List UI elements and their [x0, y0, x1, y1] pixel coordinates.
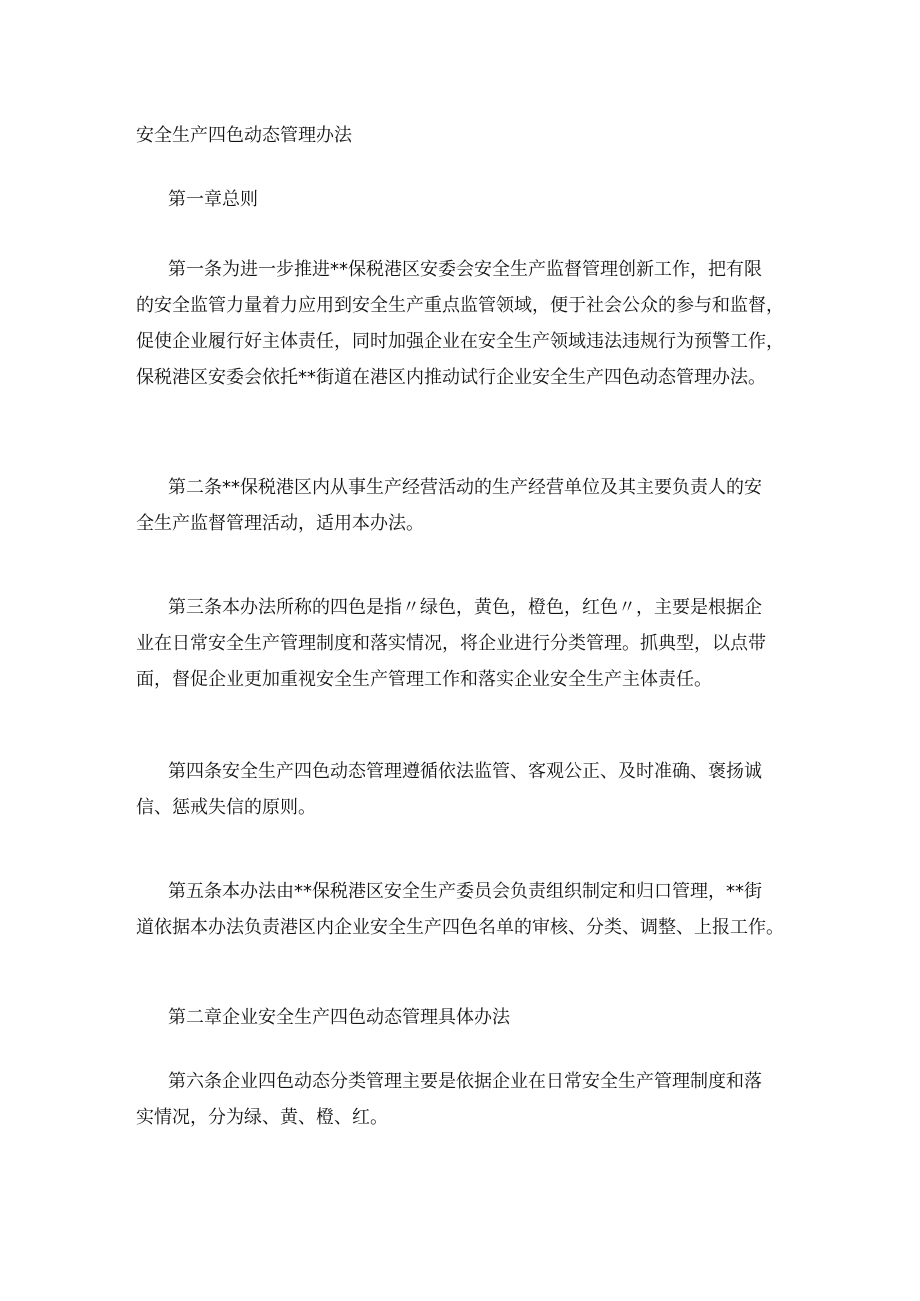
article-4-line: 信、惩戒失信的原则。	[136, 797, 316, 818]
article-5-line: 第五条本办法由**保税港区安全生产委员会负责组织制定和归口管理，**街	[168, 881, 762, 902]
article-1-line: 第一条为进一步推进**保税港区安委会安全生产监督管理创新工作，把有限	[168, 259, 762, 280]
article-3-line: 业在日常安全生产管理制度和落实情况，将企业进行分类管理。抓典型，以点带	[136, 633, 766, 654]
article-5	[136, 874, 796, 946]
article-2-line: 全生产监督管理活动，适用本办法。	[136, 513, 424, 534]
article-1-line: 的安全监管力量着力应用到安全生产重点监管领域，便于社会公众的参与和监督，	[136, 295, 784, 316]
article-3-line: 面，督促企业更加重视安全生产管理工作和落实企业安全生产主体责任。	[136, 669, 712, 690]
chapter-1-heading: 第一章总则	[168, 189, 258, 210]
article-5-line: 道依据本办法负责港区内企业安全生产四色名单的审核、分类、调整、上报工作。	[136, 917, 784, 938]
chapter-2-heading: 第二章企业安全生产四色动态管理具体办法	[168, 1007, 510, 1028]
article-1-line: 保税港区安委会依托**街道在港区内推动试行企业安全生产四色动态管理办法。	[136, 367, 766, 388]
article-4	[136, 754, 796, 826]
article-2-line: 第二条**保税港区内从事生产经营活动的生产经营单位及其主要负责人的安	[168, 477, 762, 498]
article-3	[136, 590, 796, 698]
article-1-line: 促使企业履行好主体责任，同时加强企业在安全生产领域违法违规行为预警工作，	[136, 331, 784, 352]
article-4-line: 第四条安全生产四色动态管理遵循依法监管、客观公正、及时准确、褒扬诚	[168, 761, 762, 782]
article-6-line: 第六条企业四色动态分类管理主要是依据企业在日常安全生产管理制度和落	[168, 1071, 762, 1092]
article-3-line: 第三条本办法所称的四色是指〃绿色，黄色，橙色，红色〃，主要是根据企	[168, 597, 762, 618]
article-6	[136, 1064, 796, 1136]
document-title: 安全生产四色动态管理办法	[136, 125, 352, 146]
article-6-line: 实情况，分为绿、黄、橙、红。	[136, 1107, 388, 1128]
article-2	[136, 470, 796, 542]
article-1	[136, 252, 796, 396]
